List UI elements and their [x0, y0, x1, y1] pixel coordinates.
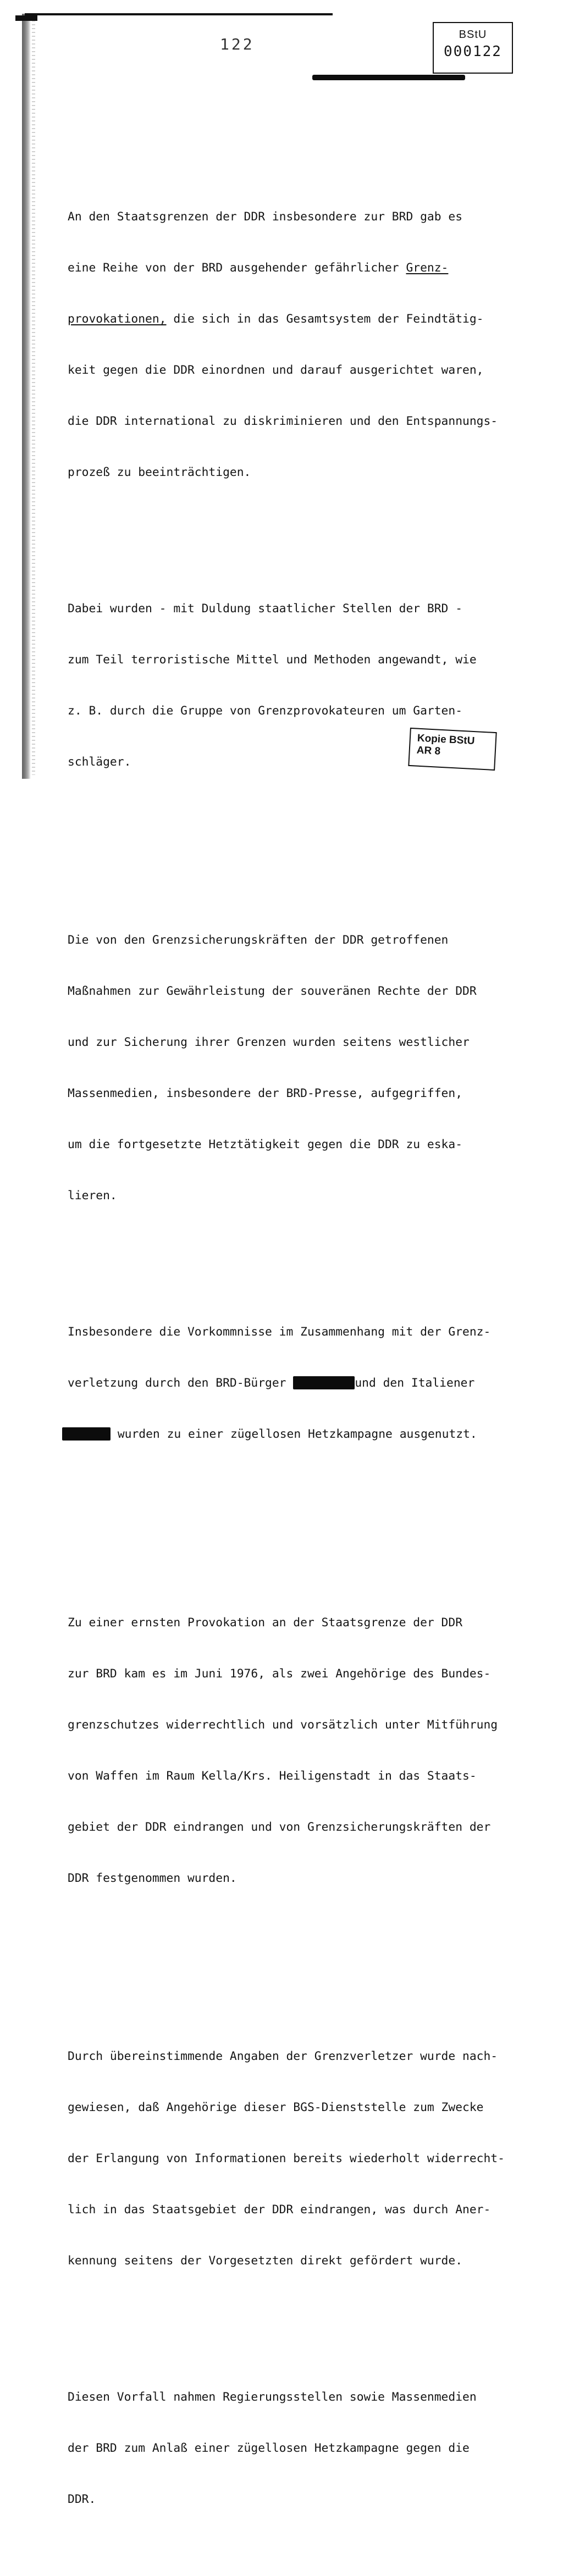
document-body	[68, 123, 507, 2576]
redaction-bar	[62, 1427, 111, 1441]
text-line: von Waffen im Raum Kella/Krs. Heiligenstadt in das Staats-	[68, 1769, 477, 1783]
scan-corner-mark	[15, 15, 37, 21]
top-rule	[25, 13, 333, 15]
paragraph	[68, 1580, 507, 1921]
underlined-text: provokationen,	[68, 312, 167, 326]
scan-edge-texture	[32, 16, 35, 775]
text-line: An den Staatsgrenzen der DDR insbesondere zur BRD gab es	[68, 210, 463, 224]
text-line: prozeß zu beeinträchtigen.	[68, 466, 251, 479]
text-line: Die von den Grenzsicherungskräften der DDR getroffenen	[68, 933, 449, 947]
copy-stamp-label: Kopie BStU	[417, 732, 475, 747]
paragraph	[68, 1289, 507, 1477]
text-line: der BRD zum Anlaß einer zügellosen Hetzkampagne gegen die	[68, 2441, 470, 2455]
text-span: die sich in das Gesamtsystem der Feindtätig-	[166, 312, 484, 326]
archive-stamp	[433, 22, 513, 74]
text-line: und zur Sicherung ihrer Grenzen wurden seitens westlicher	[68, 1035, 470, 1049]
scan-edge-shadow	[22, 14, 31, 779]
text-line: zum Teil terroristische Mittel und Methoden angewandt, wie	[68, 653, 477, 667]
text-line: Massenmedien, insbesondere der BRD-Presse, aufgegriffen,	[68, 1087, 463, 1100]
text-line	[68, 1375, 507, 1392]
text-line: DDR.	[68, 2492, 96, 2506]
text-line: gebiet der DDR eindrangen und von Grenzsicherungskräften der	[68, 1820, 491, 1834]
text-line	[68, 311, 507, 328]
paragraph-gap	[68, 839, 507, 846]
text-line: Diesen Vorfall nahmen Regierungsstellen sowie Massenmedien	[68, 2390, 477, 2404]
text-line: der Erlangung von Informationen bereits wiederholt widerrecht-	[68, 2152, 505, 2165]
text-line	[68, 259, 507, 276]
paragraph	[68, 2355, 507, 2542]
text-line: Dabei wurden - mit Duldung staatlicher Stellen der BRD -	[68, 602, 463, 616]
text-line: gewiesen, daß Angehörige dieser BGS-Dienststelle zum Zwecke	[68, 2101, 484, 2114]
header-thick-rule	[312, 75, 465, 80]
text-line: zur BRD kam es im Juni 1976, als zwei Angehörige des Bundes-	[68, 1667, 491, 1681]
paragraph-gap	[68, 1511, 507, 1529]
text-line: Zu einer ernsten Provokation an der Staatsgrenze der DDR	[68, 1616, 463, 1630]
paragraph	[68, 174, 507, 515]
paragraph-gap	[68, 1955, 507, 1963]
underlined-text: Grenz-	[406, 261, 449, 275]
paragraph	[68, 2014, 507, 2303]
text-line	[68, 1426, 507, 1443]
copy-stamp	[408, 728, 496, 771]
paragraph	[68, 898, 507, 1238]
text-line: z. B. durch die Gruppe von Grenzprovokateuren um Garten-	[68, 704, 463, 718]
text-line: Maßnahmen zur Gewährleistung der souveränen Rechte der DDR	[68, 984, 477, 998]
text-line: die DDR international zu diskriminieren und den Entspannungs-	[68, 414, 498, 428]
text-span: verletzung durch den BRD-Bürger	[68, 1376, 294, 1390]
redaction-bar	[293, 1376, 355, 1389]
text-line: Insbesondere die Vorkommnisse im Zusammenhang mit der Grenz-	[68, 1325, 491, 1339]
text-line: schläger.	[68, 755, 131, 769]
archive-stamp-number: 000122	[444, 43, 502, 60]
text-line: DDR festgenommen wurden.	[68, 1871, 237, 1885]
text-line: um die fortgesetzte Hetztätigkeit gegen die DDR zu eska-	[68, 1138, 463, 1151]
text-span: wurden zu einer zügellosen Hetzkampagne ausgenutzt.	[111, 1427, 477, 1441]
text-line: keit gegen die DDR einordnen und darauf ausgerichtet waren,	[68, 363, 484, 377]
text-line: lich in das Staatsgebiet der DDR eindrangen, was durch Aner-	[68, 2203, 491, 2217]
text-line: Durch übereinstimmende Angaben der Grenzverletzer wurde nach-	[68, 2049, 498, 2063]
text-span: eine Reihe von der BRD ausgehender gefährlicher	[68, 261, 406, 275]
page-number: 122	[220, 35, 255, 53]
text-span: und den Italiener	[355, 1376, 475, 1390]
text-line: kennung seitens der Vorgesetzten direkt gefördert wurde.	[68, 2254, 463, 2268]
archive-stamp-agency: BStU	[459, 29, 487, 41]
paragraph	[68, 566, 507, 805]
text-line: lieren.	[68, 1189, 117, 1203]
text-line: grenzschutzes widerrechtlich und vorsätzlich unter Mitführung	[68, 1718, 498, 1732]
copy-stamp-reference: AR 8	[416, 744, 441, 757]
